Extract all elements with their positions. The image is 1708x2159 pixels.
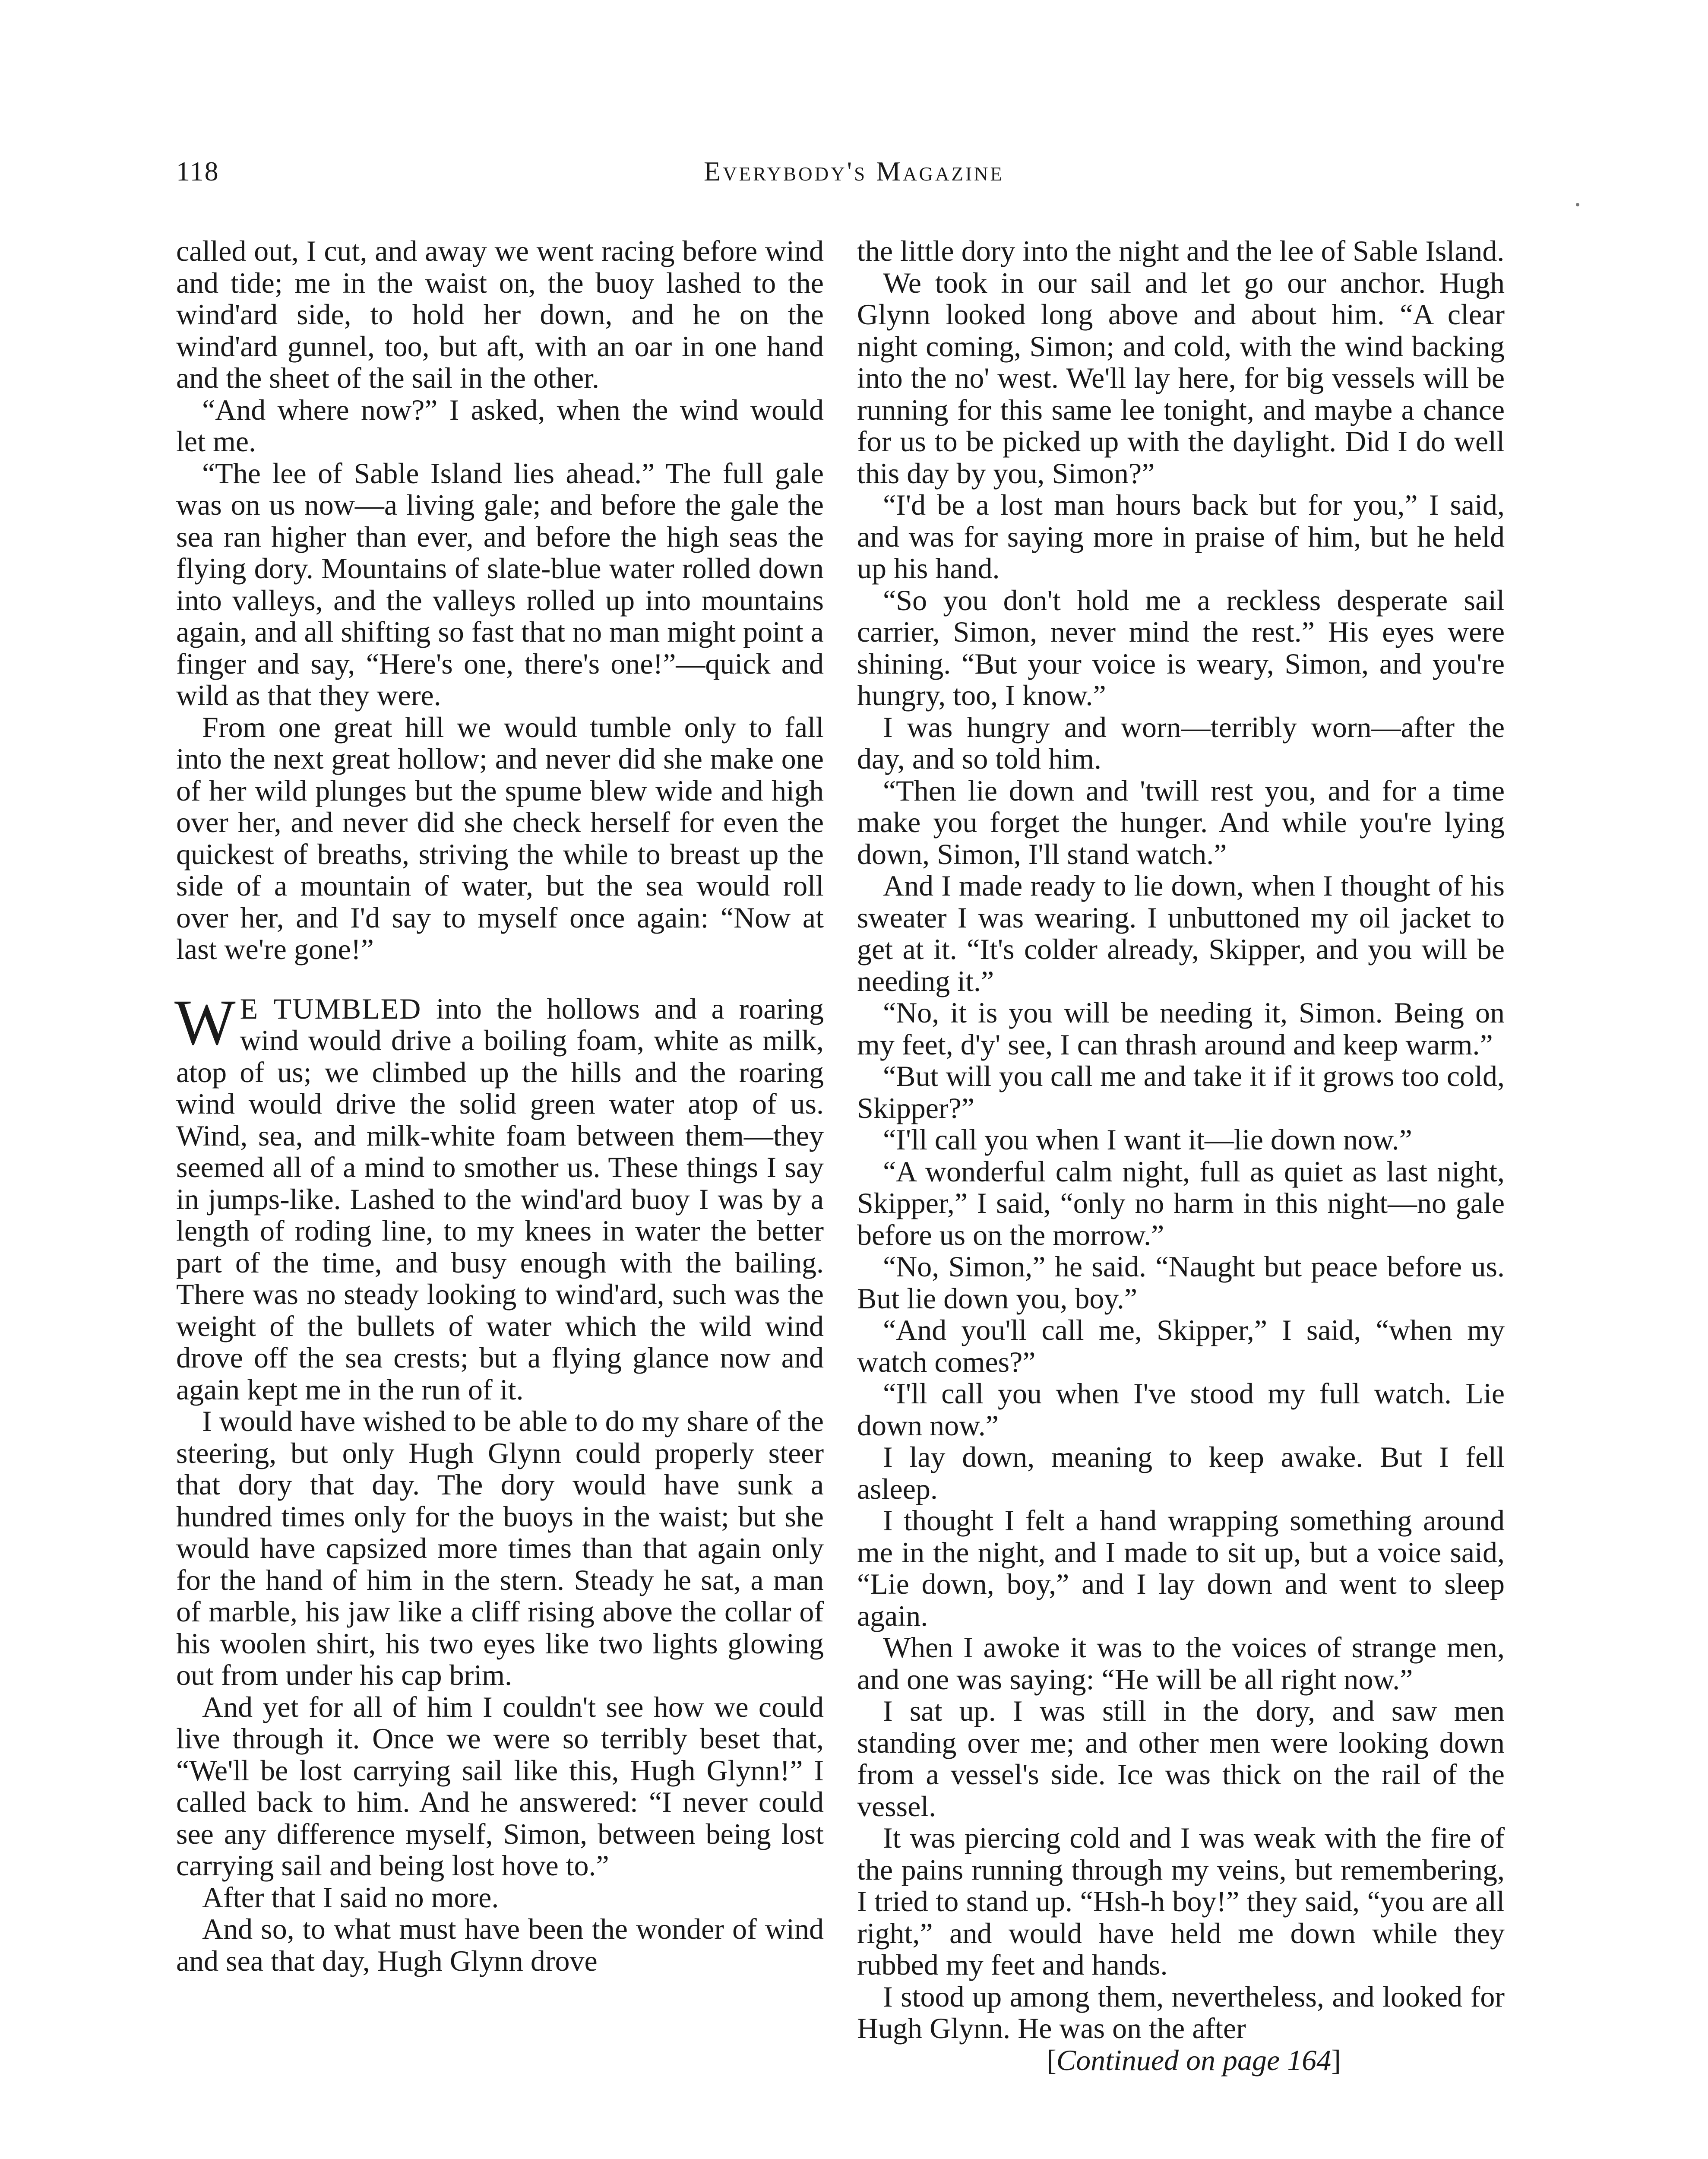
section-lead-in: E TUMBLED — [240, 992, 422, 1025]
paragraph: “I'd be a lost man hours back but for you,” I said, and was for saying more in praise of him, but he held up his hand. — [857, 488, 1505, 585]
section-text: into the hollows and a roaring wind would drive a boiling foam, white as milk, atop of us; we climbed up the hills and the roaring wind would drive the solid green water atop of us. Wind, sea, and milk-white foam between them—they seemed all of a mind to smother us. These things I say in jumps-like. Lashed to the wind'ard buoy I was by a length of roding line, to my knees in water the better part of the time, and busy enough with the bailing. There was no steady looking to wind'ard, such was the weight of the bullets of water which the wild wind drove off the sea crests; but a flying glance now and again kept me in the run of it. — [176, 992, 824, 1406]
paragraph: I was hungry and worn—terribly worn—after the day, and so told him. — [857, 710, 1505, 775]
paragraph: We took in our sail and let go our anchor. Hugh Glynn looked long above and about him. “A clear night coming, Simon; and cold, with the wind backing into the no' west. We'll lay here, for big vessels will be running for this same lee tonight, and maybe a chance for us to be picked up with the daylight. Did I do well this day by you, Simon?” — [857, 266, 1505, 490]
paragraph: the little dory into the night and the lee of Sable Island. — [857, 234, 1505, 267]
running-title: Everybody's Magazine — [703, 156, 1005, 187]
section-opening-paragraph — [174, 986, 824, 1406]
paragraph: called out, I cut, and away we went racing before wind and tide; me in the waist on, the buoy lashed to the wind'ard side, to hold her down, and he on the wind'ard gunnel, too, but aft, with an oar in one hand and the sheet of the sail in the other. — [176, 234, 824, 394]
paragraph: “And you'll call me, Skipper,” I said, “when my watch comes?” — [857, 1314, 1505, 1378]
paragraph: From one great hill we would tumble only to fall into the next great hollow; and never did she make one of her wild plunges but the spume blew wide and high over her, and never did she check herself for even the quickest of breaths, striving the while to breast up the side of a mountain of water, but the sea would roll over her, and I'd say to myself once again: “Now at last we're gone!” — [176, 710, 824, 966]
paragraph: “A wonderful calm night, full as quiet as last night, Skipper,” I said, “only no harm in this night—no gale before us on the morrow.” — [857, 1155, 1505, 1251]
paragraph: “No, Simon,” he said. “Naught but peace before us. But lie down you, boy.” — [857, 1250, 1505, 1315]
print-speck — [1576, 203, 1579, 206]
page-number: 118 — [176, 156, 219, 187]
continued-notice: [Continued on page 164] — [1047, 2043, 1341, 2077]
continued-text: Continued on page 164 — [1056, 2043, 1332, 2077]
paragraph: When I awoke it was to the voices of strange men, and one was saying: “He will be all right now.” — [857, 1631, 1505, 1696]
right-column — [857, 235, 1505, 2076]
paragraph: And so, to what must have been the wonder of wind and sea that day, Hugh Glynn drove — [176, 1912, 824, 1977]
paragraph: I lay down, meaning to keep awake. But I fell asleep. — [857, 1440, 1505, 1505]
paragraph: I would have wished to be able to do my share of the steering, but only Hugh Glynn could properly steer that dory that day. The dory would have sunk a hundred times only for the buoys in the waist; but she would have capsized more times than that again only for the hand of him in the stern. Steady he sat, a man of marble, his jaw like a cliff rising above the collar of his woolen shirt, his two eyes like two lights glowing out from under his cap brim. — [176, 1405, 824, 1691]
paragraph: It was piercing cold and I was weak with the fire of the pains running through my veins, but remembering, I tried to stand up. “Hsh-h boy!” they said, “you are all right,” and would have held me down while they rubbed my feet and hands. — [857, 1821, 1505, 1981]
page-header — [176, 155, 1532, 207]
paragraph: After that I said no more. — [202, 1880, 499, 1914]
paragraph: “I'll call you when I've stood my full watch. Lie down now.” — [857, 1377, 1505, 1442]
paragraph: “No, it is you will be needing it, Simon. Being on my feet, d'y' see, I can thrash around and keep warm.” — [857, 996, 1505, 1061]
paragraph: I stood up among them, nevertheless, and looked for Hugh Glynn. He was on the after — [857, 1980, 1505, 2045]
paragraph: “And where now?” I asked, when the wind would let me. — [176, 393, 824, 458]
left-column — [176, 235, 824, 1977]
paragraph: I sat up. I was still in the dory, and saw men standing over me; and other men were looking down from a vessel's side. Ice was thick on the rail of the vessel. — [857, 1694, 1505, 1823]
paragraph: “Then lie down and 'twill rest you, and for a time make you forget the hunger. And while you're lying down, Simon, I'll stand watch.” — [857, 774, 1505, 871]
paragraph: I thought I felt a hand wrapping something around me in the night, and I made to sit up, but a voice said, “Lie down, boy,” and I lay down and went to sleep again. — [857, 1504, 1505, 1632]
paragraph: “So you don't hold me a reckless desperate sail carrier, Simon, never mind the rest.” His eyes were shining. “But your voice is weary, Simon, and you're hungry, too, I know.” — [857, 583, 1505, 712]
paragraph: And yet for all of him I couldn't see how we could live through it. Once we were so terribly beset that, “We'll be lost carrying sail like this, Hugh Glynn!” I called back to him. And he answered: “I never could see any difference myself, Simon, between being lost carrying sail and being lost hove to.” — [176, 1690, 824, 1882]
paragraph: “The lee of Sable Island lies ahead.” The full gale was on us now—a living gale; and before the gale the sea ran higher than ever, and before the high seas the flying dory. Mountains of slate-blue water rolled down into valleys, and the valleys rolled up into mountains again, and all shifting so fast that no man might point a finger and say, “Here's one, there's one!”—quick and wild as that they were. — [176, 456, 824, 712]
paragraph: “I'll call you when I want it—lie down now.” — [883, 1123, 1412, 1156]
drop-cap: W — [174, 986, 236, 1058]
paragraph: “But will you call me and take it if it grows too cold, Skipper?” — [857, 1060, 1505, 1124]
paragraph: And I made ready to lie down, when I thought of his sweater I was wearing. I unbuttoned my oil jacket to get at it. “It's colder already, Skipper, and you will be needing it.” — [857, 869, 1505, 997]
